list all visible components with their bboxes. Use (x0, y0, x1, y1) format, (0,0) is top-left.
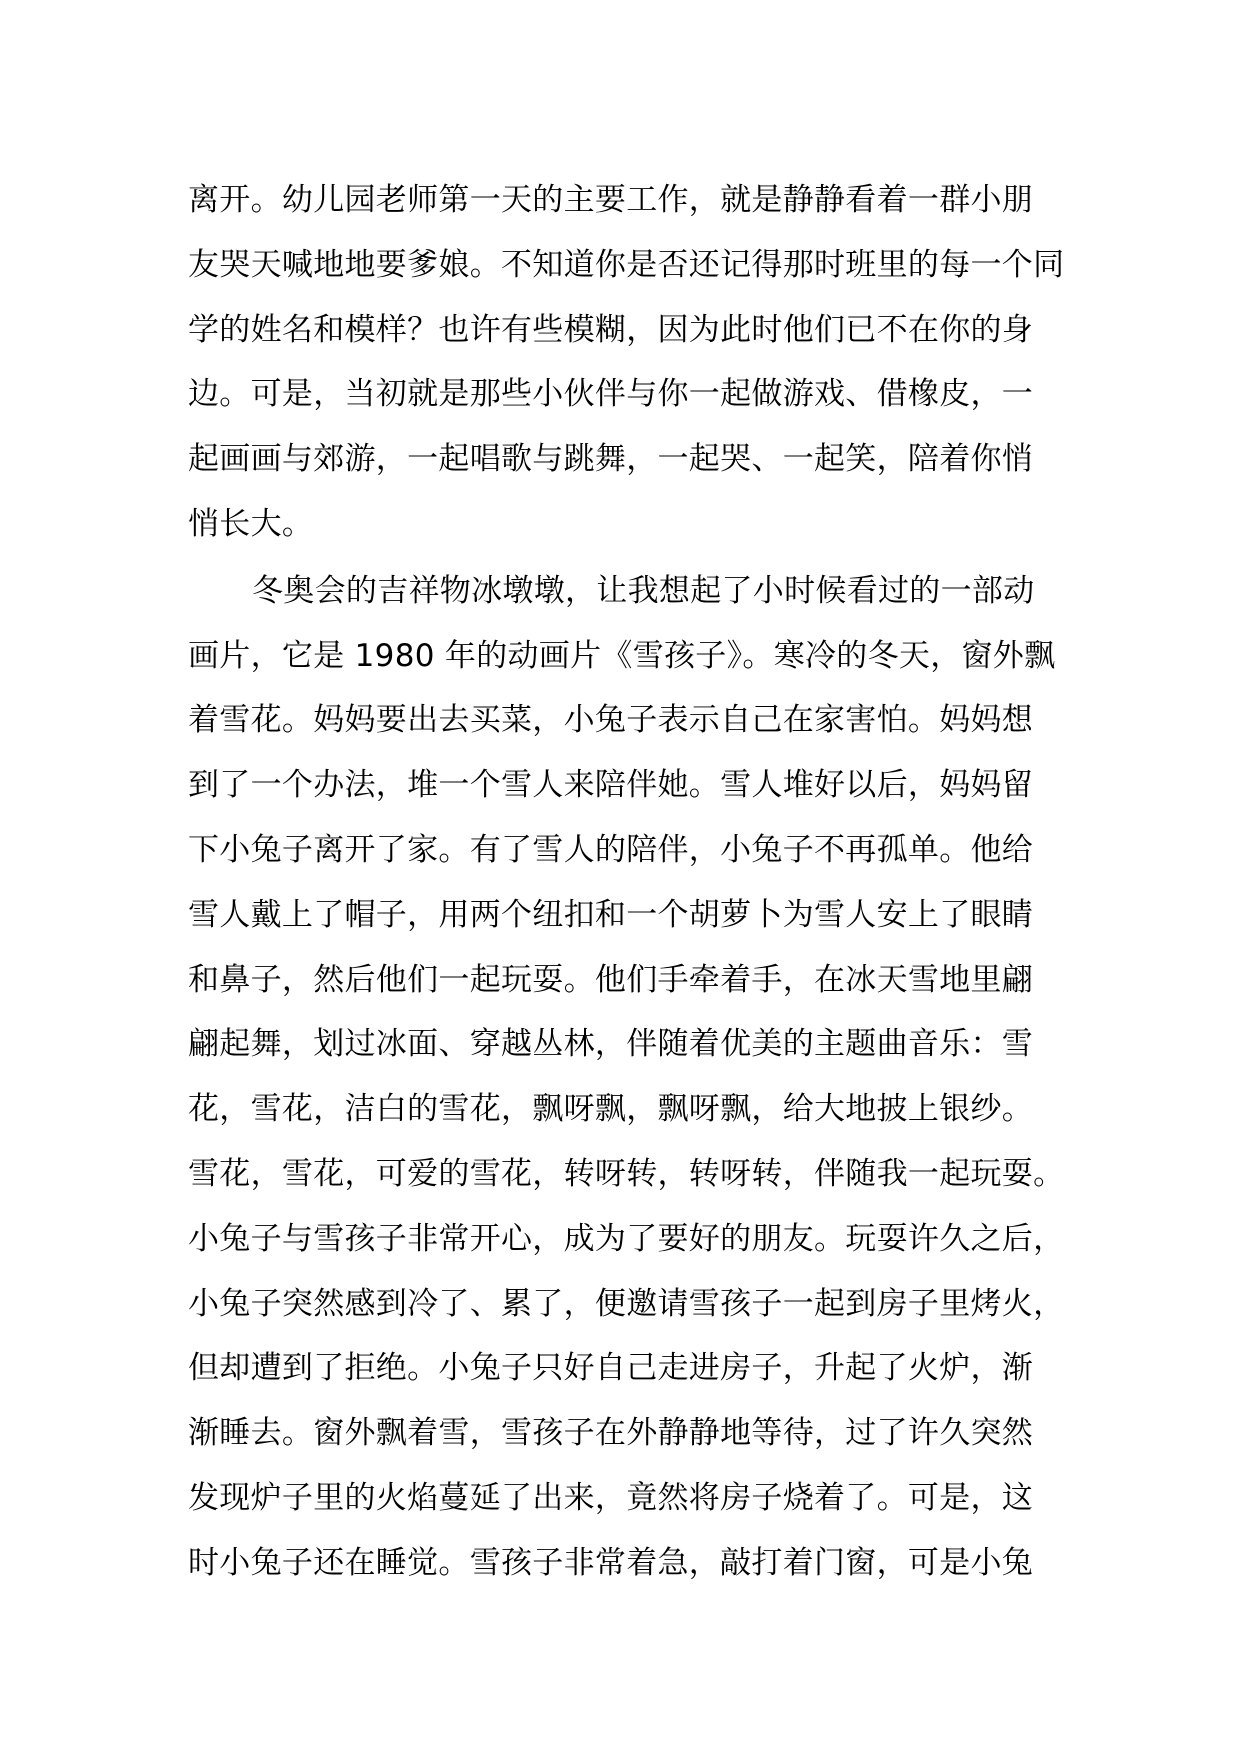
text-line: 时小兔子还在睡觉。雪孩子非常着急，敲打着门窗，可是小兔 (188, 1544, 1034, 1581)
text-line: 花，雪花，洁白的雪花，飘呀飘，飘呀飘，给大地披上银纱。 (188, 1091, 1034, 1128)
text-line: 边。可是，当初就是那些小伙伴与你一起做游戏、借橡皮，一 (188, 376, 1034, 413)
text-line: 和鼻子，然后他们一起玩耍。他们手牵着手，在冰天雪地里翩 (188, 961, 1034, 998)
text-line: 到了一个办法，堆一个雪人来陪伴她。雪人堆好以后，妈妈留 (188, 767, 1034, 804)
text-line: 着雪花。妈妈要出去买菜，小兔子表示自己在家害怕。妈妈想 (188, 702, 1034, 739)
text-line: 发现炉子里的火焰蔓延了出来，竟然将房子烧着了。可是，这 (188, 1479, 1034, 1516)
text-line: 起画画与郊游，一起唱歌与跳舞，一起哭、一起笑，陪着你悄 (188, 441, 1034, 478)
text-line: 离开。幼儿园老师第一天的主要工作，就是静静看着一群小朋 (188, 182, 1034, 218)
text-line: 翩起舞，划过冰面、穿越丛林，伴随着优美的主题曲音乐：雪 (188, 1026, 1034, 1063)
text-line: 冬奥会的吉祥物冰墩墩，让我想起了小时候看过的一部动 (252, 572, 1035, 609)
text-line: 但却遭到了拒绝。小兔子只好自己走进房子，升起了火炉，渐 (188, 1350, 1034, 1387)
text-line: 雪人戴上了帽子，用两个纽扣和一个胡萝卜为雪人安上了眼睛 (188, 896, 1034, 933)
text-line: 小兔子与雪孩子非常开心，成为了要好的朋友。玩耍许久之后， (188, 1220, 1065, 1257)
paragraph-1 (188, 168, 1088, 557)
body-text (188, 168, 1088, 1596)
text-line: 学的姓名和模样？也许有些模糊，因为此时他们已不在你的身 (188, 311, 1034, 348)
text-line: 画片，它是 1980 年的动画片《雪孩子》。寒冷的冬天，窗外飘 (188, 637, 1056, 674)
text-line: 渐睡去。窗外飘着雪，雪孩子在外静静地等待，过了许久突然 (188, 1415, 1034, 1452)
text-line: 小兔子突然感到冷了、累了，便邀请雪孩子一起到房子里烤火， (188, 1285, 1065, 1322)
text-line: 悄长大。 (188, 505, 314, 542)
text-line: 雪花，雪花，可爱的雪花，转呀转，转呀转，伴随我一起玩耍。 (188, 1155, 1065, 1192)
text-line: 友哭天喊地地要爹娘。不知道你是否还记得那时班里的每一个同 (188, 246, 1065, 283)
text-line: 下小兔子离开了家。有了雪人的陪伴，小兔子不再孤单。他给 (188, 831, 1034, 868)
paragraph-2 (188, 559, 1088, 1596)
